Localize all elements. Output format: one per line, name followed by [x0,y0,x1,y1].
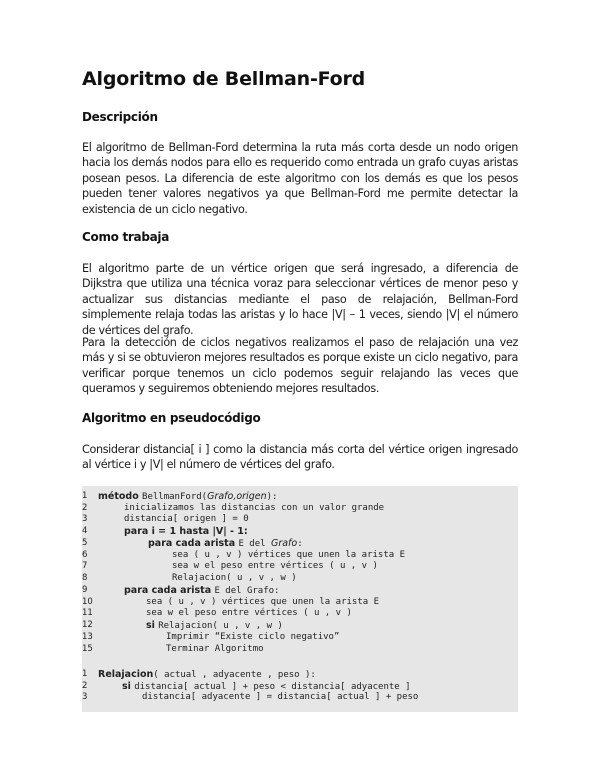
code-token: Relajacion( u , v , w ) [158,621,283,631]
code-line [82,526,518,537]
code-text [124,585,279,597]
code-text [172,561,378,572]
code-keyword: para i = 1 hasta |V| - 1: [124,526,248,537]
code-token: ): [266,492,278,502]
code-keyword: para cada arista [148,538,239,549]
code-text [146,597,379,608]
line-number: 1 [82,491,88,501]
line-number: 2 [82,503,88,513]
code-token: Imprimir “Existe ciclo negativo” [166,632,340,642]
code-text [124,526,248,538]
code-line [82,585,518,596]
line-number: 8 [82,573,88,583]
heading-pseudocodigo: Algoritmo en pseudocódigo [82,411,261,425]
code-text [98,491,277,503]
code-token: sea ( u , v ) vértices que unen la arista E [146,597,379,607]
code-text [172,573,297,584]
line-number: 11 [82,608,93,618]
line-number: 12 [82,620,93,630]
code-token: E del Grafo: [214,586,280,596]
code-line [82,597,518,608]
paragraph-como-trabaja-2: Para la detección de ciclos negativos realizamos el paso de relajación una vez más y si se obtuvieron mejores resultados es porque existe un ciclo negativo, para verificar porque tenemos un ciclo podemos seguir relajando las veces que queramos y seguiremos obteniendo mejores resultados. [82,336,518,396]
code-token: distancia[ adyacente ] = distancia[ actual ] + peso [142,692,419,702]
paragraph-descripcion: El algoritmo de Bellman-Ford determina la ruta más corta desde un nodo origen hacia los demás nodos para ello es requerido como entrada un grafo cuyas aristas posean pesos. La diferencia de este algoritmo con los demás es que los pesos pueden tener valores negativos ya que Bellman-Ford me permite detectar la existencia de un ciclo negativo. [82,141,518,216]
line-number: 2 [82,681,88,691]
code-line [82,681,518,692]
code-keyword: si [146,620,159,631]
code-line [82,538,518,549]
line-number: 3 [82,514,88,524]
line-number: 10 [82,597,93,607]
line-number: 1 [82,669,88,679]
code-line [82,503,518,514]
line-number: 5 [82,538,88,548]
code-line [82,669,518,680]
heading-descripcion: Descripción [82,110,158,124]
code-keyword: Relajacion [98,669,154,680]
code-token: E del [238,539,271,549]
code-text [148,538,303,550]
code-text [166,644,264,655]
code-token: Relajacion( u , v , w ) [172,573,297,583]
line-number: 15 [82,644,93,654]
code-token: sea w el peso entre vértices ( u , v ) [146,608,352,618]
code-keyword: método [98,491,143,502]
code-token: Grafo [270,538,298,549]
code-token: distancia[ origen ] = 0 [124,514,249,524]
code-token: ( actual , adyacente , peso ): [153,670,316,680]
code-text [146,608,352,619]
code-line [82,632,518,643]
code-keyword: si [122,681,135,692]
code-line [82,608,518,619]
code-text [166,632,339,643]
code-line [82,561,518,572]
pseudocode-block [82,486,518,712]
line-number: 4 [82,526,88,536]
code-line [82,644,518,655]
code-text [124,503,384,514]
code-text [172,550,405,561]
code-token: sea ( u , v ) vértices que unen la arista E [172,550,405,560]
heading-como-trabaja: Como trabaja [82,230,170,244]
code-text [98,669,316,681]
paragraph-como-trabaja-1: El algoritmo parte de un vértice origen que será ingresado, a diferencia de Dijkstra que utiliza una técnica voraz para seleccionar vértices de menor peso y actualizar sus distancias mediante el paso de relajación, Bellman-Ford simplemente relaja todas las aristas y lo hace |V| – 1 veces, siendo |V| el número de vértices del grafo. [82,262,518,337]
code-line [82,692,518,703]
line-number: 6 [82,550,88,560]
code-text [124,514,249,525]
code-token: sea w el peso entre vértices ( u , v ) [172,561,378,571]
paragraph-pseudocodigo: Considerar distancia[ i ] como la distancia más corta del vértice origen ingresado al vértice i y |V| el número de vértices del grafo. [82,443,518,472]
code-token: distancia[ actual ] + peso < distancia[ adyacente ] [134,682,411,692]
code-line [82,514,518,525]
code-token: Grafo,origen [207,491,267,502]
line-number: 13 [82,632,93,642]
line-number: 3 [82,692,88,702]
page-title: Algoritmo de Bellman-Ford [82,68,366,90]
code-line [82,491,518,502]
code-token: BellmanFord( [142,492,208,502]
code-text [146,620,283,632]
code-token: Terminar Algoritmo [166,644,264,654]
code-line [82,550,518,561]
line-number: 7 [82,561,88,571]
line-number: 9 [82,585,88,595]
code-line [82,620,518,631]
code-token: : [297,539,303,549]
code-line [82,573,518,584]
code-text [142,692,418,703]
code-token: inicializamos las distancias con un valor grande [124,503,385,513]
code-keyword: para cada arista [124,585,215,596]
